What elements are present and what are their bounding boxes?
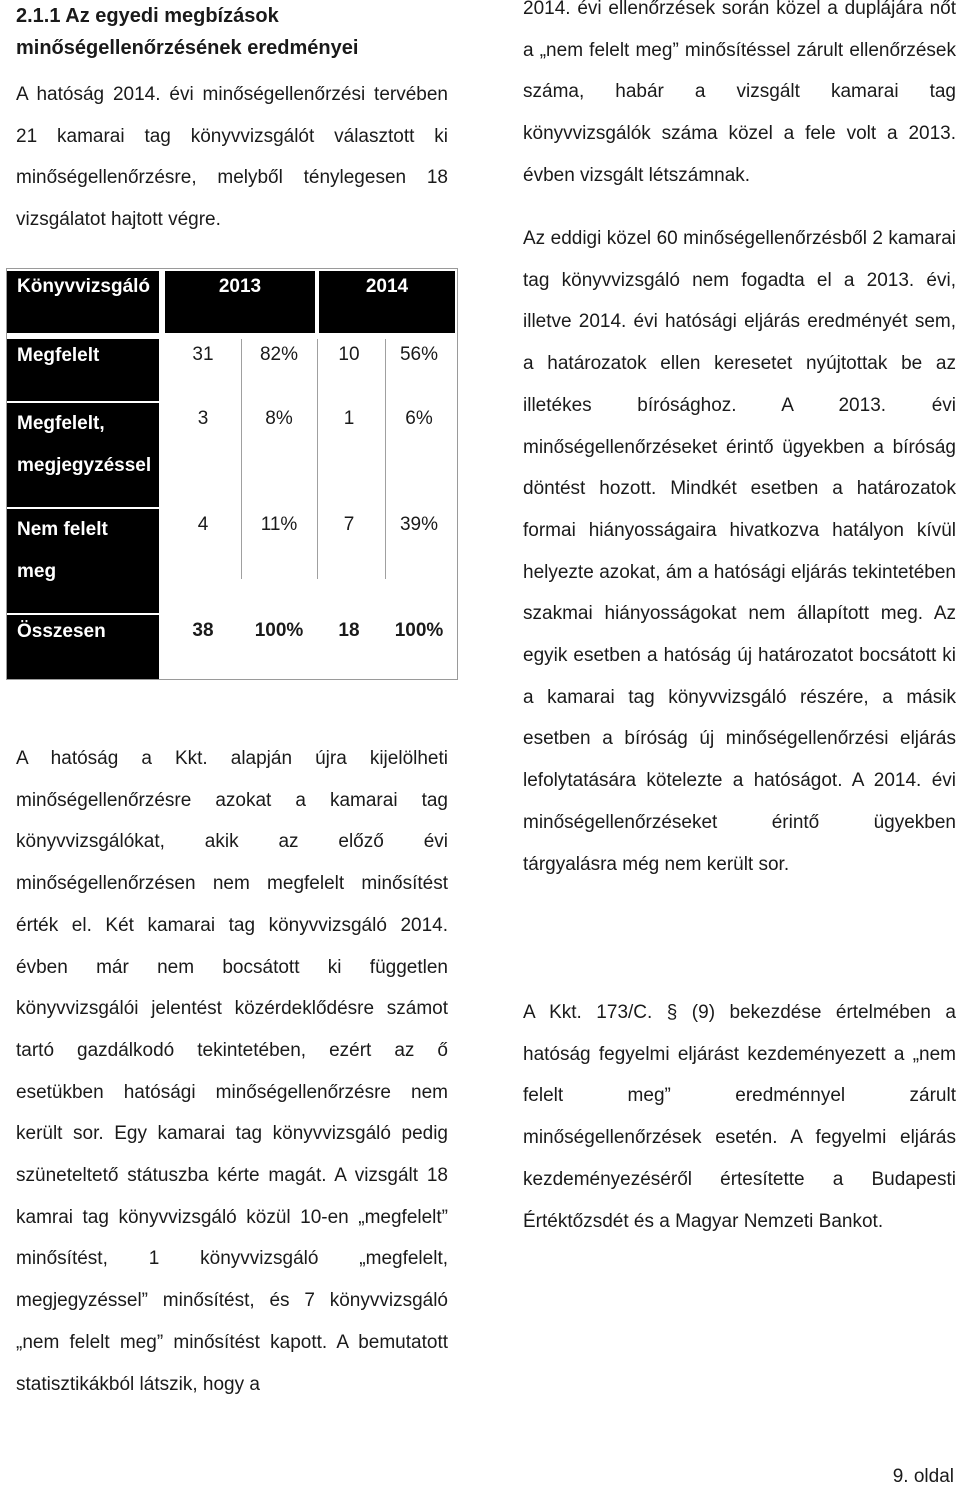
results-table: [6, 268, 458, 680]
row-label-text: Megfelelt,: [17, 413, 105, 434]
table-cell: 6%: [405, 408, 433, 429]
row-label-osszesen: [7, 615, 159, 679]
body-paragraph-right-2: Az eddigi közel 60 minőségellenőrzésből 2 kamarai tag könyvvizsgáló nem fogadta el a 2013. évi, illetve 2014. évi hatósági eljárás eredményét sem, a határozatok ellen keresetet nyújtottak be az illetékes bírósághoz. A 2013. évi minőségellenőrzéseket érintő ügyekben a bíróság döntést hozott. Mindkét esetben a határozatok formai hiányosságaira hivatkozva hatályon kívül helyezte azokat, ám a hatósági eljárás tekintetében szakmai hiányosságokat nem állapított meg. Az egyik esetben a hatóság új határozatot bocsátott ki a kamarai tag könyvvizsgáló részére, a másik esetben a bíróság új minőségellenőrzési eljárás lefolytatására kötelezte a hatóságot. A 2014. évi minőségellenőrzéseket érintő ügyekben tárgyalásra még nem került sor.: [523, 228, 956, 875]
header-2013-cell: [165, 271, 315, 333]
row-label-nem-felelt-meg: [7, 509, 159, 613]
table-cell: 56%: [399, 344, 439, 365]
body-paragraph-right-3: A Kkt. 173/C. § (9) bekezdése értelmében a hatóság fegyelmi eljárást kezdeményezett a „nem felelt meg” eredménnyel zárult minőségellenőrzések esetén. A fegyelmi eljárás kezdeményezéséről értesítette a Budapesti Értéktőzsdét és a Magyar Nemzeti Bankot.: [523, 1002, 956, 1232]
table-cell: 10: [338, 344, 360, 365]
row-label-text: Nem felelt: [17, 519, 108, 540]
table-cell: 7: [343, 514, 355, 535]
table-divider: [385, 339, 386, 579]
table-cell: 1: [343, 408, 355, 429]
header-label: Könyvvizsgáló: [17, 276, 151, 297]
table-cell: 3: [197, 408, 209, 429]
table-cell: 4: [197, 514, 209, 535]
table-cell: 11%: [260, 514, 298, 535]
intro-paragraph: A hatóság 2014. évi minőségellenőrzési tervében 21 kamarai tag könyvvizsgálót választott ki minőségellenőrzésre, melyből ténylegesen 18 vizsgálatot hajtott végre.: [16, 84, 448, 231]
row-label-megfelelt: [7, 339, 159, 401]
header-label-cell: [7, 271, 159, 333]
body-paragraph-right-1: 2014. évi ellenőrzések során közel a duplájára nőt a „nem felelt meg” minősítéssel zárult ellenőrzések száma, habár a vizsgált kamarai tag könyvvizsgálók száma közel a fele volt a 2013. évben vizsgált létszámnak.: [523, 0, 956, 186]
row-label-megfelelt-megjegyzessel: [7, 403, 159, 507]
table-cell-total: 100%: [254, 620, 304, 641]
table-cell-total: 18: [338, 620, 360, 641]
table-cell: 82%: [259, 344, 299, 365]
header-2014-cell: [319, 271, 455, 333]
section-heading: 2.1.1 Az egyedi megbízások minőségellenőrzésének eredményei: [16, 5, 359, 59]
table-cell: 39%: [399, 514, 439, 535]
row-label-text-2: megjegyzéssel: [17, 455, 152, 476]
table-cell: 8%: [265, 408, 293, 429]
header-2014: 2014: [365, 276, 409, 297]
table-cell: 31: [192, 344, 214, 365]
table-divider: [317, 339, 318, 579]
page-number: 9. oldal: [892, 1466, 954, 1487]
header-2013: 2013: [218, 276, 262, 297]
table-cell-total: 100%: [394, 620, 444, 641]
row-label-text: Összesen: [17, 621, 106, 642]
row-label-text: Megfelelt: [17, 345, 100, 366]
body-paragraph-left: A hatóság a Kkt. alapján újra kijelölheti minőségellenőrzésre azokat a kamarai tag könyvvizsgálókat, akik az előző évi minőségellenőrzésen nem megfelelt minősítést érték el. Két kamarai tag könyvvizsgáló 2014. évben már nem bocsátott ki független könyvvizsgálói jelentést közérdeklődésre számot tartó gazdálkodó tekintetében, ezért az ő esetükben hatósági minőségellenőrzésre nem került sor. Egy kamarai tag könyvvizsgáló pedig szüneteltető státuszba kérte magát. A vizsgált 18 kamrai tag könyvvizsgáló közül 10-en „megfelelt” minősítést, 1 könyvvizsgáló „megfelelt, megjegyzéssel” minősítést, és 7 könyvvizsgáló „nem felelt meg” minősítést kapott. A bemutatott statisztikákból látszik, hogy a: [16, 748, 448, 1395]
table-divider: [241, 339, 242, 579]
table-cell-total: 38: [192, 620, 214, 641]
row-label-text-2: meg: [17, 561, 57, 582]
